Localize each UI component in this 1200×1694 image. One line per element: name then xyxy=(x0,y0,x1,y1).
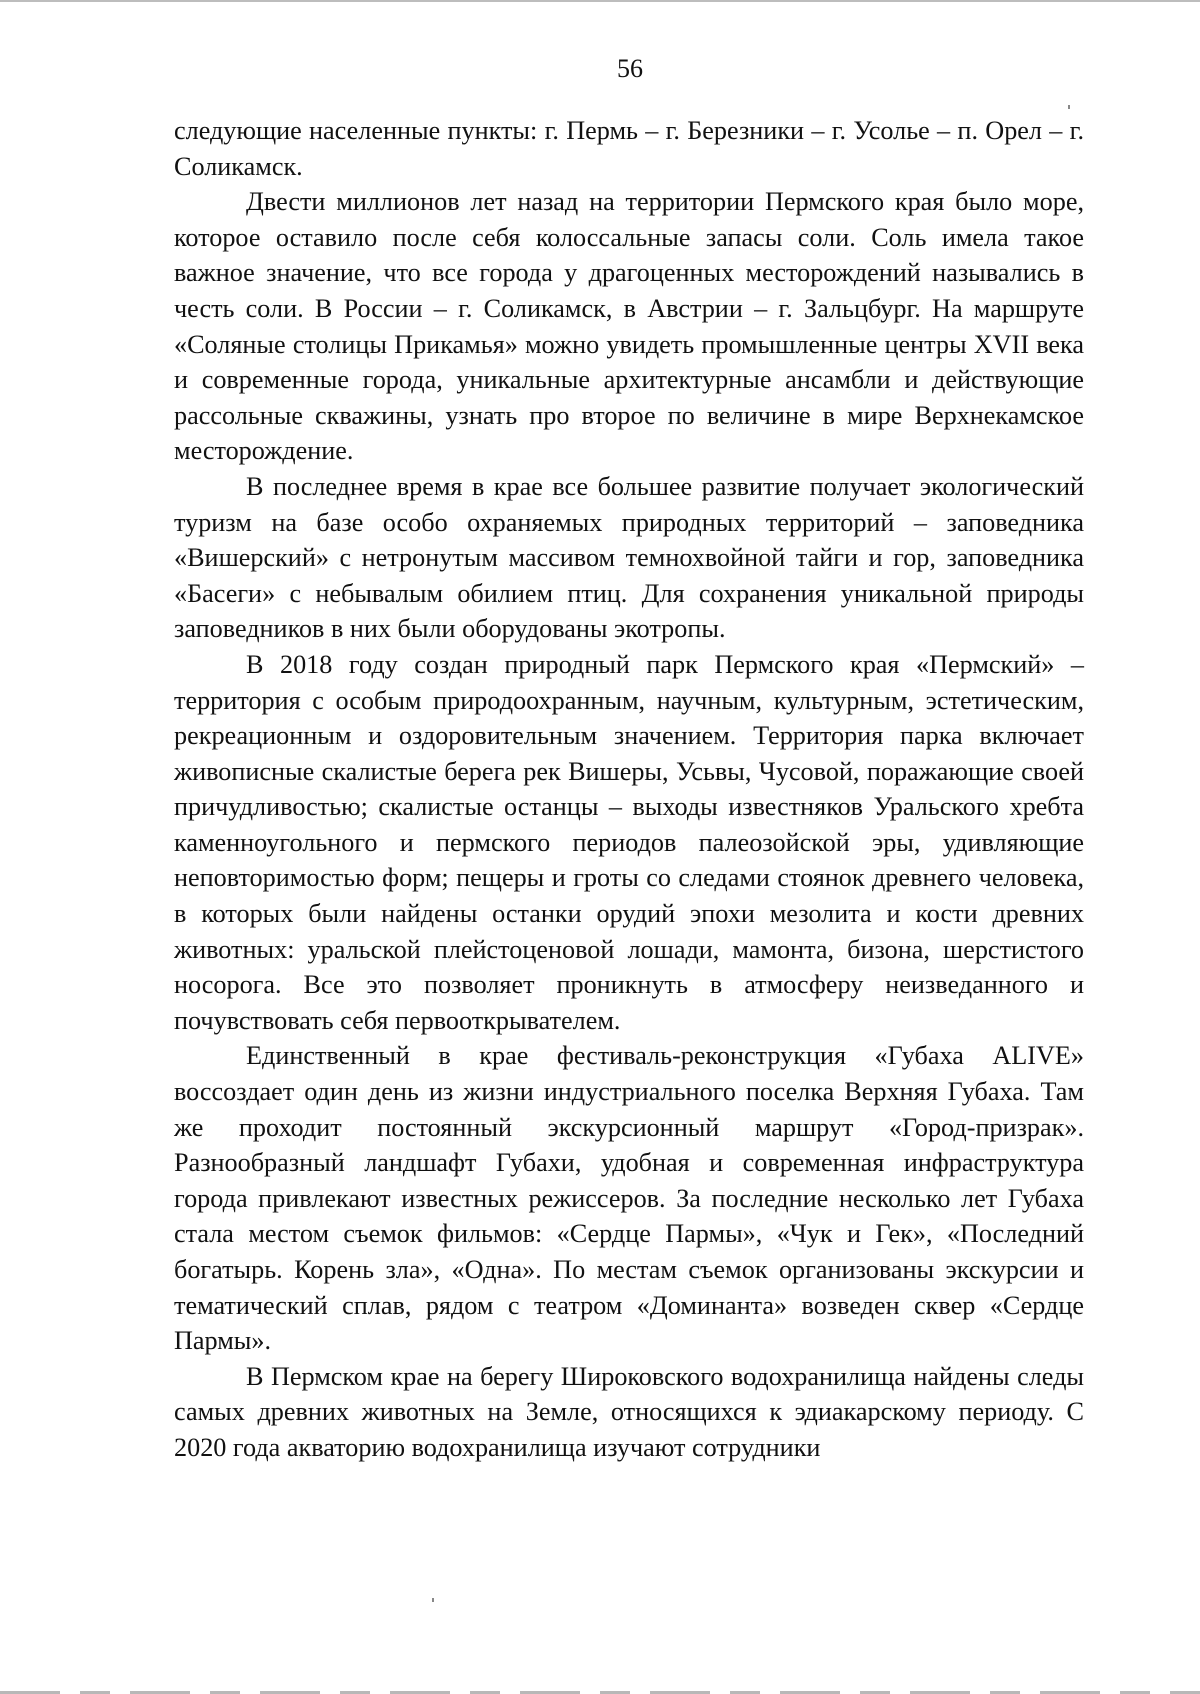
paragraph-4: В 2018 году создан природный парк Пермского края «Пермский» – территория с особым природоохранным, научным, культурным, эстетическим, рекреационным и оздоровительным значением. Территория парка включает живописные скалистые берега рек Вишеры, Усьвы, Чусовой, поражающие своей причудливостью; скалистые останцы – выходы известняков Уральского хребта каменноугольного и пермского периодов палеозойской эры, удивляющие неповторимостью форм; пещеры и гроты со следами стоянок древнего человека, в которых были найдены останки орудий эпохи мезолита и кости древних животных: уральской плейстоценовой лошади, мамонта, бизона, шерстистого носорога. Все это позволяет проникнуть в атмосферу неизведанного и почувствовать себя первооткрывателем. xyxy=(174,649,1084,1035)
paragraph-1: следующие населенные пункты: г. Пермь – г. Березники – г. Усолье – п. Орел – г. Соликамск. xyxy=(174,116,1084,181)
scan-edge-top xyxy=(0,0,1200,2)
paragraph-5: Единственный в крае фестиваль-реконструкция «Губаха ALIVE» воссоздает один день из жизни индустриального поселка Верхняя Губаха. Там же проходит постоянный экскурсионный маршрут «Город-призрак». Разнообразный ландшафт Губахи, удобная и современная инфраструктура города привлекают известных режиссеров. За последние несколько лет Губаха стала местом съемок фильмов: «Сердце Пармы», «Чук и Гек», «Последний богатырь. Корень зла», «Одна». По местам съемок организованы экскурсии и тематический сплав, рядом с театром «Доминанта» возведен сквер «Сердце Пармы». xyxy=(174,1041,1084,1356)
paragraph-2: Двести миллионов лет назад на территории Пермского края было море, которое оставило после себя колоссальные запасы соли. Соль имела такое важное значение, что все города у драгоценных месторождений назывались в честь соли. В России – г. Соликамск, в Австрии – г. Зальцбург. На маршруте «Соляные столицы Прикамья» можно увидеть промышленные центры XVII века и современные города, уникальные архитектурные ансамбли и действующие рассольные скважины, узнать про второе по величине в мире Верхнекамское месторождение. xyxy=(174,187,1084,466)
document-body xyxy=(174,113,1084,1466)
page-number: 56 xyxy=(617,54,643,83)
paragraph-3: В последнее время в крае все большее развитие получает экологический туризм на базе особо охраняемых природных территорий – заповедника «Вишерский» с нетронутым массивом темнохвойной тайги и гор, заповедника «Басеги» с небывалым обилием птиц. Для сохранения уникальной природы заповедников в них были оборудованы экотропы. xyxy=(174,471,1084,644)
scan-speck xyxy=(432,1598,434,1602)
scan-speck xyxy=(1068,105,1070,109)
paragraph-6: В Пермском крае на берегу Широковского водохранилища найдены следы самых древних животных на Земле, относящихся к эдиакарскому периоду. С 2020 года акваторию водохранилища изучают сотрудники xyxy=(174,1361,1084,1462)
